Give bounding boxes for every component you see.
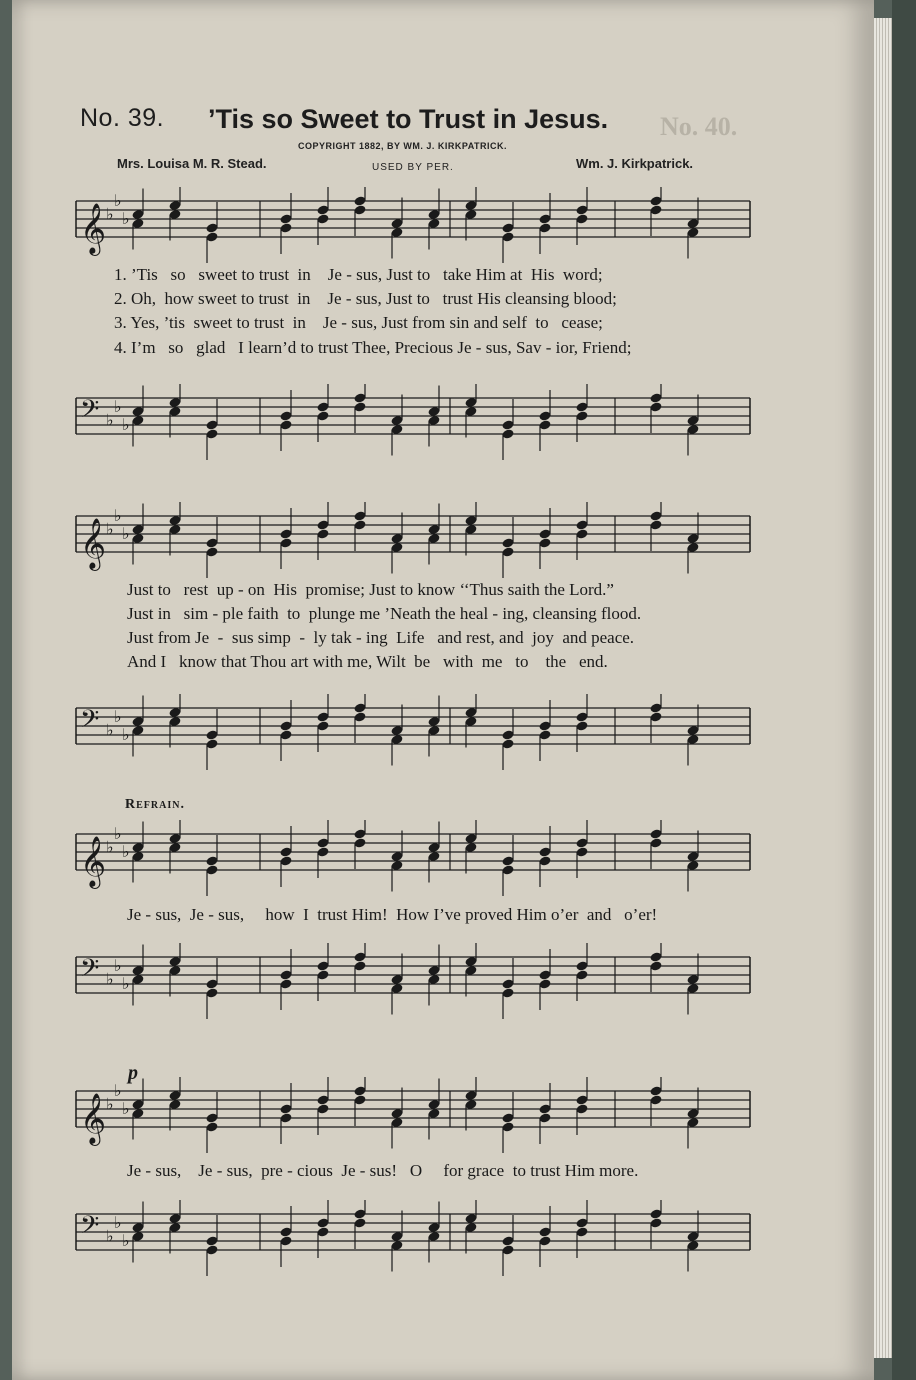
lyricist-credit: Mrs. Louisa M. R. Stead.: [117, 156, 267, 171]
verse-line-4a: 4. I’m so glad I learn’d to trust Thee, Precious Je - sus, Sav - ior, Friend;: [114, 338, 632, 357]
bleed-through-number: No. 40.: [660, 112, 738, 141]
copyright-line: COPYRIGHT 1882, BY WM. J. KIRKPATRICK.: [298, 141, 508, 151]
verse-line-4b: And I know that Thou art with me, Wilt be with me to the end.: [127, 652, 608, 671]
svg-text:♭: ♭: [106, 204, 114, 224]
refrain-label: Refrain.: [125, 797, 185, 812]
hymn-title: ’Tis so Sweet to Trust in Jesus.: [208, 104, 609, 134]
verse-line-1b: Just to rest up - on His promise; Just to know ‘‘Thus saith the Lord.”: [127, 580, 614, 599]
svg-text:𝄞: 𝄞: [80, 518, 107, 569]
svg-text:♭: ♭: [114, 824, 122, 843]
treble-staff-2: [60, 502, 760, 582]
svg-text:♭: ♭: [122, 974, 130, 993]
bass-staff-1: [60, 384, 760, 464]
svg-text:♭: ♭: [114, 191, 122, 210]
treble-staff-4: [60, 1077, 760, 1157]
svg-text:♭: ♭: [114, 397, 122, 416]
svg-text:♭: ♭: [106, 1094, 114, 1114]
svg-text:♭: ♭: [106, 837, 114, 857]
svg-text:𝄢: 𝄢: [80, 954, 100, 989]
bass-staff-3: [60, 943, 760, 1023]
composer-credit: Wm. J. Kirkpatrick.: [576, 156, 694, 171]
svg-text:♭: ♭: [122, 842, 130, 861]
svg-text:𝄢: 𝄢: [80, 395, 100, 430]
verse-line-3a: 3. Yes, ’tis sweet to trust in Je - sus, Just from sin and self to cease;: [114, 313, 603, 332]
bass-staff-4: [60, 1200, 760, 1280]
verse-line-1a: 1. ’Tis so sweet to trust in Je - sus, Just to take Him at His word;: [114, 265, 603, 284]
svg-text:𝄞: 𝄞: [80, 1093, 107, 1144]
svg-text:♭: ♭: [122, 209, 130, 228]
svg-text:♭: ♭: [106, 410, 114, 430]
svg-text:♭: ♭: [122, 1231, 130, 1250]
svg-text:𝄢: 𝄢: [80, 705, 100, 740]
svg-text:♭: ♭: [114, 707, 122, 726]
treble-staff-1: [60, 187, 760, 267]
dynamic-marking: p: [128, 1062, 138, 1084]
svg-text:♭: ♭: [122, 415, 130, 434]
verse-line-2a: 2. Oh, how sweet to trust in Je - sus, Just to trust His cleansing blood;: [114, 289, 617, 308]
svg-text:♭: ♭: [106, 1226, 114, 1246]
verse-line-2b: Just in sim - ple faith to plunge me ’Neath the heal - ing, cleansing flood.: [127, 604, 642, 623]
hymn-number: No. 39.: [80, 104, 165, 132]
bass-staff-2: [60, 694, 760, 774]
svg-text:♭: ♭: [114, 1081, 122, 1100]
verse-line-3b: Just from Je - sus simp - ly tak - ing Life and rest, and joy and peace.: [127, 628, 635, 647]
svg-text:𝄞: 𝄞: [80, 836, 107, 887]
refrain-lyric-2: Je - sus, Je - sus, pre - cious Je - sus! O for grace to trust Him more.: [127, 1161, 639, 1180]
svg-text:♭: ♭: [122, 524, 130, 543]
svg-text:♭: ♭: [114, 506, 122, 525]
refrain-lyric-1: Je - sus, Je - sus, how I trust Him! How I’ve proved Him o’er and o’er!: [127, 905, 658, 924]
svg-text:♭: ♭: [114, 1213, 122, 1232]
svg-text:𝄢: 𝄢: [80, 1211, 100, 1246]
book-spine: [892, 0, 916, 1380]
svg-text:𝄞: 𝄞: [80, 203, 107, 254]
page-edges: [874, 18, 892, 1358]
svg-text:♭: ♭: [122, 1099, 130, 1118]
svg-text:♭: ♭: [122, 725, 130, 744]
svg-text:♭: ♭: [114, 956, 122, 975]
svg-text:♭: ♭: [106, 969, 114, 989]
used-by-permission: USED BY PER.: [372, 162, 454, 173]
treble-staff-3: [60, 820, 760, 900]
svg-text:♭: ♭: [106, 519, 114, 539]
svg-text:♭: ♭: [106, 720, 114, 740]
